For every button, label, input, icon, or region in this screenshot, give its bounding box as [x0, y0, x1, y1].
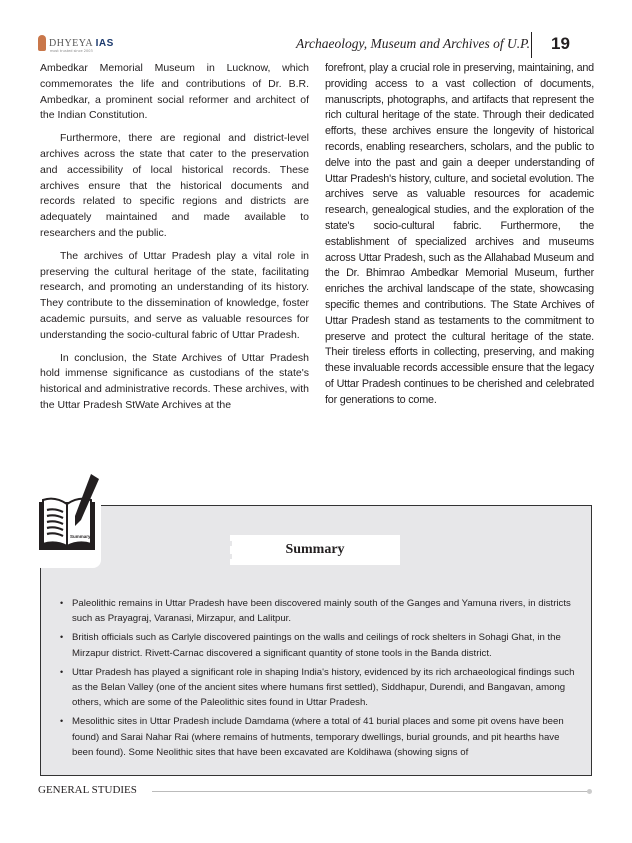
left-column	[40, 61, 309, 414]
logo	[38, 32, 114, 54]
header-divider	[531, 32, 532, 58]
list-item: • Mesolithic sites in Uttar Pradesh include Damdama (where a total of 41 burial places and some pit ovens have been found) and Sarai Nahar Rai (where remains of hutments, temporary dwellings, burial grounds, and pit hearths have been found). Some Neolithic sites that have been excavated are Koldihawa (showing signs of	[58, 714, 578, 760]
summary-title-banner	[230, 535, 400, 565]
banner-notch	[226, 541, 232, 546]
paragraph: The archives of Uttar Pradesh play a vital role in preserving the cultural heritage of the state, facilitating research, and promoting an understanding of its history. They contribute to the dissemination of knowledge, foster academic pursuits, and serve as valuable resources for understanding the socio-cultural fabric of Uttar Pradesh.	[40, 249, 309, 341]
paragraph: In conclusion, the State Archives of Uttar Pradesh hold immense significance as custodians of the state's historical and administrative records. These archives, with the Uttar Pradesh StWate Archives at the	[40, 351, 309, 411]
banner-notch	[226, 554, 232, 559]
summary-title: Summary	[285, 542, 345, 557]
list-item: • Uttar Pradesh has played a significant role in shaping India's history, evidenced by its rich archaeological findings such as the Belan Valley (one of the ancient sites where humans first settled), Siddhapur, Durendi, and Bangavan, among others, which are some of the Paleolithic sites found in Uttar Pradesh.	[58, 665, 578, 711]
logo-tagline: most trusted since 2003	[50, 49, 93, 53]
page-number: 19	[551, 34, 570, 53]
footer-label: GENERAL STUDIES	[38, 784, 137, 796]
footer-dot	[587, 789, 592, 794]
book-pencil-icon	[33, 470, 101, 568]
summary-icon-box	[33, 470, 101, 568]
logo-text	[49, 38, 114, 49]
paragraph: Ambedkar Memorial Museum in Lucknow, which commemorates the life and contributions of Dr. B.R. Ambedkar, a prominent social reformer and architect of the Indian Constitution.	[40, 62, 309, 122]
footer-rule	[152, 791, 588, 792]
logo-brand: DHYEYA	[49, 37, 93, 49]
logo-mark-icon	[38, 35, 46, 51]
paragraph: Furthermore, there are regional and district-level archives across the state that cater to the preservation and accessibility of local historical records. These archives ensure that the historical documents and records related to specific regions and districts are adequately maintained and made available to researchers and the public.	[40, 132, 309, 239]
paragraph: forefront, play a crucial role in preserving, maintaining, and providing access to a vast collection of documents, manuscripts, photographs, and artifacts that represent the rich cultural heritage of the state. Through their dedicated efforts, these archives ensure the longevity of historical records, enabling researchers, scholars, and the public to delve into the past and gain a deeper understanding of Uttar Pradesh's history, culture, and societal evolution. The archives serve as valuable resources for academic research, genealogical studies, and the exploration of the state's socio-cultural fabric. Furthermore, the establishment of specialized archives and museums across Uttar Pradesh, such as the Allahabad Museum and the Dr. Bhimrao Ambedkar Memorial Museum, further enriches the archival landscape of the state, showcasing specific themes and contributions. The State Archives of Uttar Pradesh stand as testaments to the commitment to preserve and protect the cultural heritage of the state. Their tireless efforts in collecting, preserving, and making these invaluable records accessible ensure that the legacy of Uttar Pradesh continues to be cherished and celebrated for generations to come.	[325, 62, 594, 406]
logo-ias: IAS	[95, 37, 114, 49]
list-item: • Paleolithic remains in Uttar Pradesh have been discovered mainly south of the Ganges and Yamuna rivers, in districts such as Prayagraj, Varanasi, Mirzapur, and Lalitpur.	[58, 596, 578, 626]
list-item: • British officials such as Carlyle discovered paintings on the walls and ceilings of rock shelters in Sohagi Ghat, in the Mirzapur district. Rivett-Carnac discovered a significant quantity of stone tools in the Banda district.	[58, 630, 578, 660]
right-column	[325, 61, 594, 409]
summary-list	[58, 596, 578, 764]
chapter-title: Archaeology, Museum and Archives of U.P.	[296, 36, 530, 51]
icon-label: Summary	[70, 534, 91, 539]
